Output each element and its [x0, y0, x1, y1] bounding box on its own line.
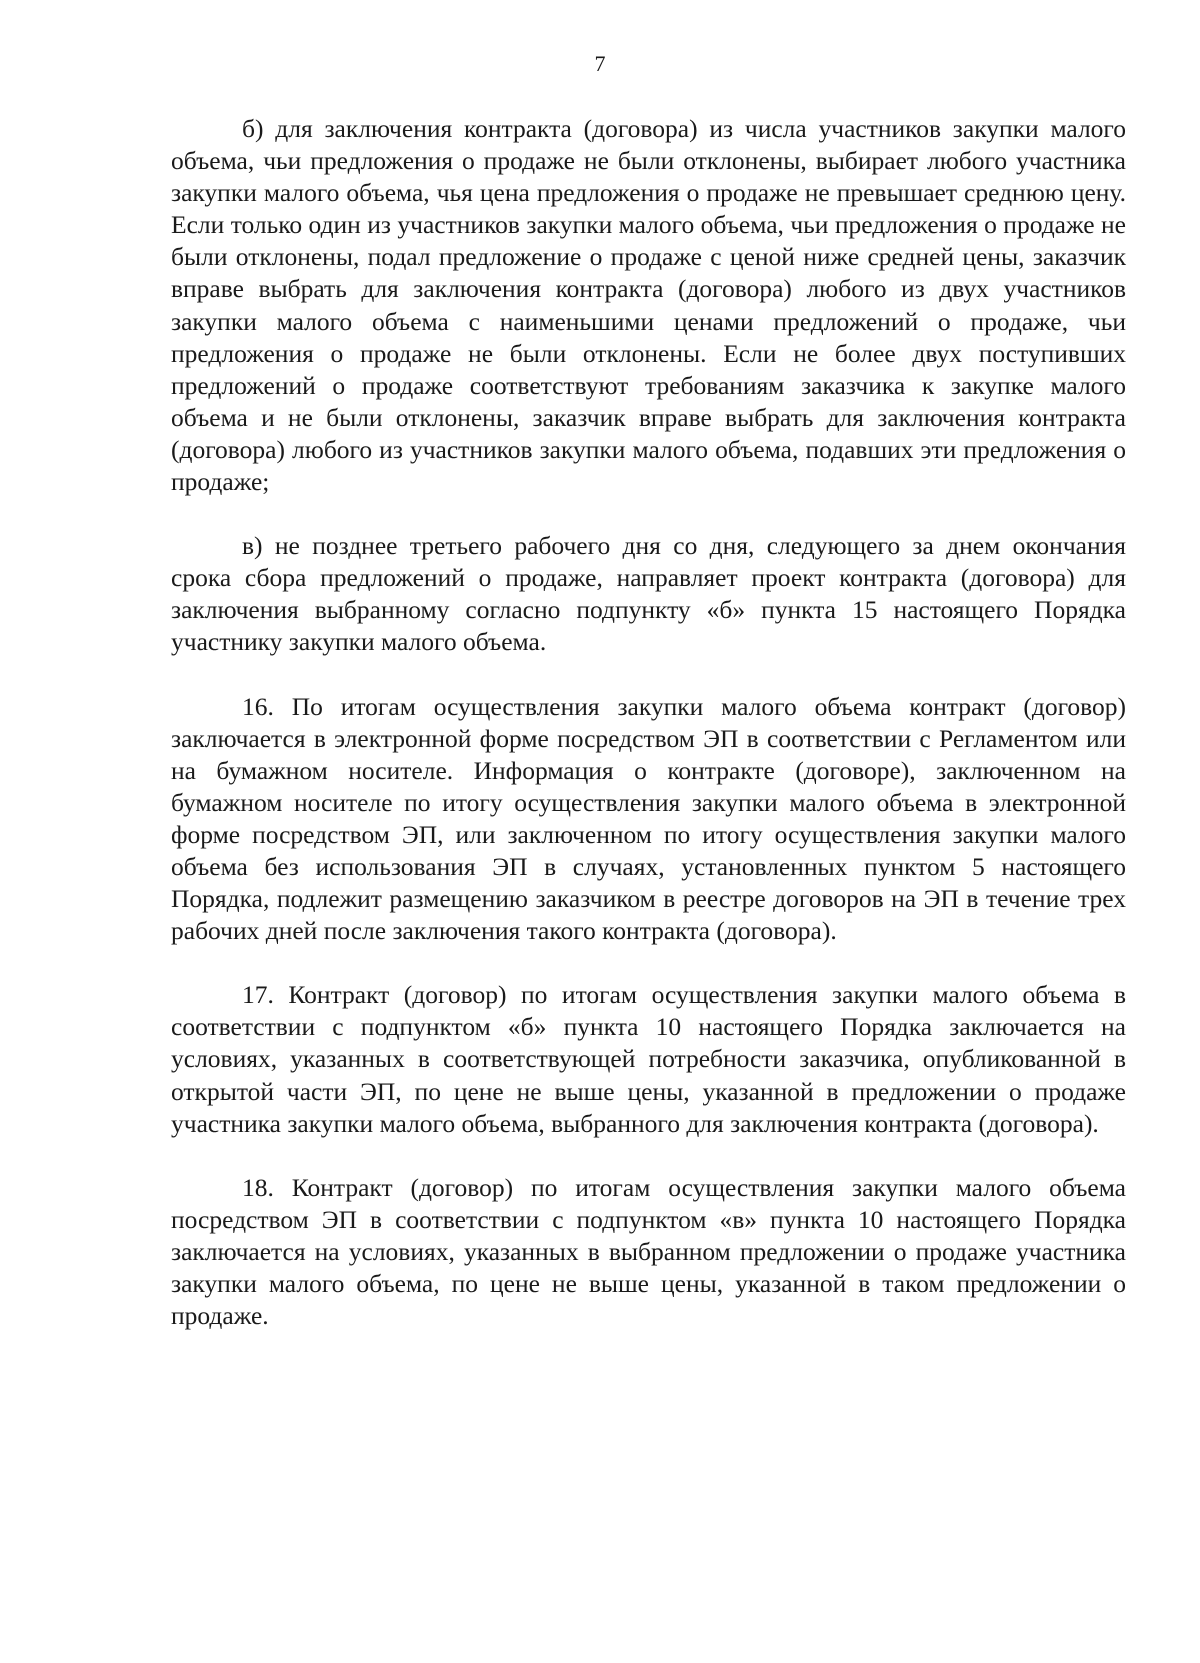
document-body	[171, 113, 1126, 1332]
paragraph-item-17: 17. Контракт (договор) по итогам осуществления закупки малого объема в соответствии с подпунктом «б» пункта 10 настоящего Порядка заключается на условиях, указанных в соответствующей потребности заказчика, опубликованной в открытой части ЭП, по цене не выше цены, указанной в предложении о продаже участника закупки малого объема, выбранного для заключения контракта (договора).	[171, 980, 1126, 1138]
page-number: 7	[594, 51, 606, 76]
paragraph-item-16: 16. По итогам осуществления закупки малого объема контракт (договор) заключается в электронной форме посредством ЭП в соответствии с Регламентом или на бумажном носителе. Информация о контракте (договоре), заключенном на бумажном носителе по итогу осуществления закупки малого объема в электронной форме посредством ЭП, или заключенном по итогу осуществления закупки малого объема без использования ЭП в случаях, установленных пунктом 5 настоящего Порядка, подлежит размещению заказчиком в реестре договоров на ЭП в течение трех рабочих дней после заключения такого контракта (договора).	[171, 691, 1126, 946]
paragraph-subitem-b: б) для заключения контракта (договора) из числа участников закупки малого объема, чьи предложения о продаже не были отклонены, выбирает любого участника закупки малого объема, чья цена предложения о продаже не превышает среднюю цену. Если только один из участников закупки малого объема, чьи предложения о продаже не были отклонены, подал предложение о продаже с ценой ниже средней цены, заказчик вправе выбрать для заключения контракта (договора) любого из двух участников закупки малого объема с наименьшими ценами предложений о продаже, чьи предложения о продаже не были отклонены. Если не более двух поступивших предложений о продаже соответствуют требованиям заказчика к закупке малого объема и не были отклонены, заказчик вправе выбрать для заключения контракта (договора) любого из участников закупки малого объема, подавших эти предложения о продаже;	[171, 114, 1126, 497]
paragraph-item-18: 18. Контракт (договор) по итогам осуществления закупки малого объема посредством ЭП в соответствии с подпунктом «в» пункта 10 настоящего Порядка заключается на условиях, указанных в выбранном предложении о продаже участника закупки малого объема, по цене не выше цены, указанной в таком предложении о продаже.	[171, 1172, 1126, 1331]
paragraph-subitem-v: в) не позднее третьего рабочего дня со дня, следующего за днем окончания срока сбора предложений о продаже, направляет проект контракта (договора) для заключения выбранному согласно подпункту «б» пункта 15 настоящего Порядка участнику закупки малого объема.	[171, 531, 1126, 657]
